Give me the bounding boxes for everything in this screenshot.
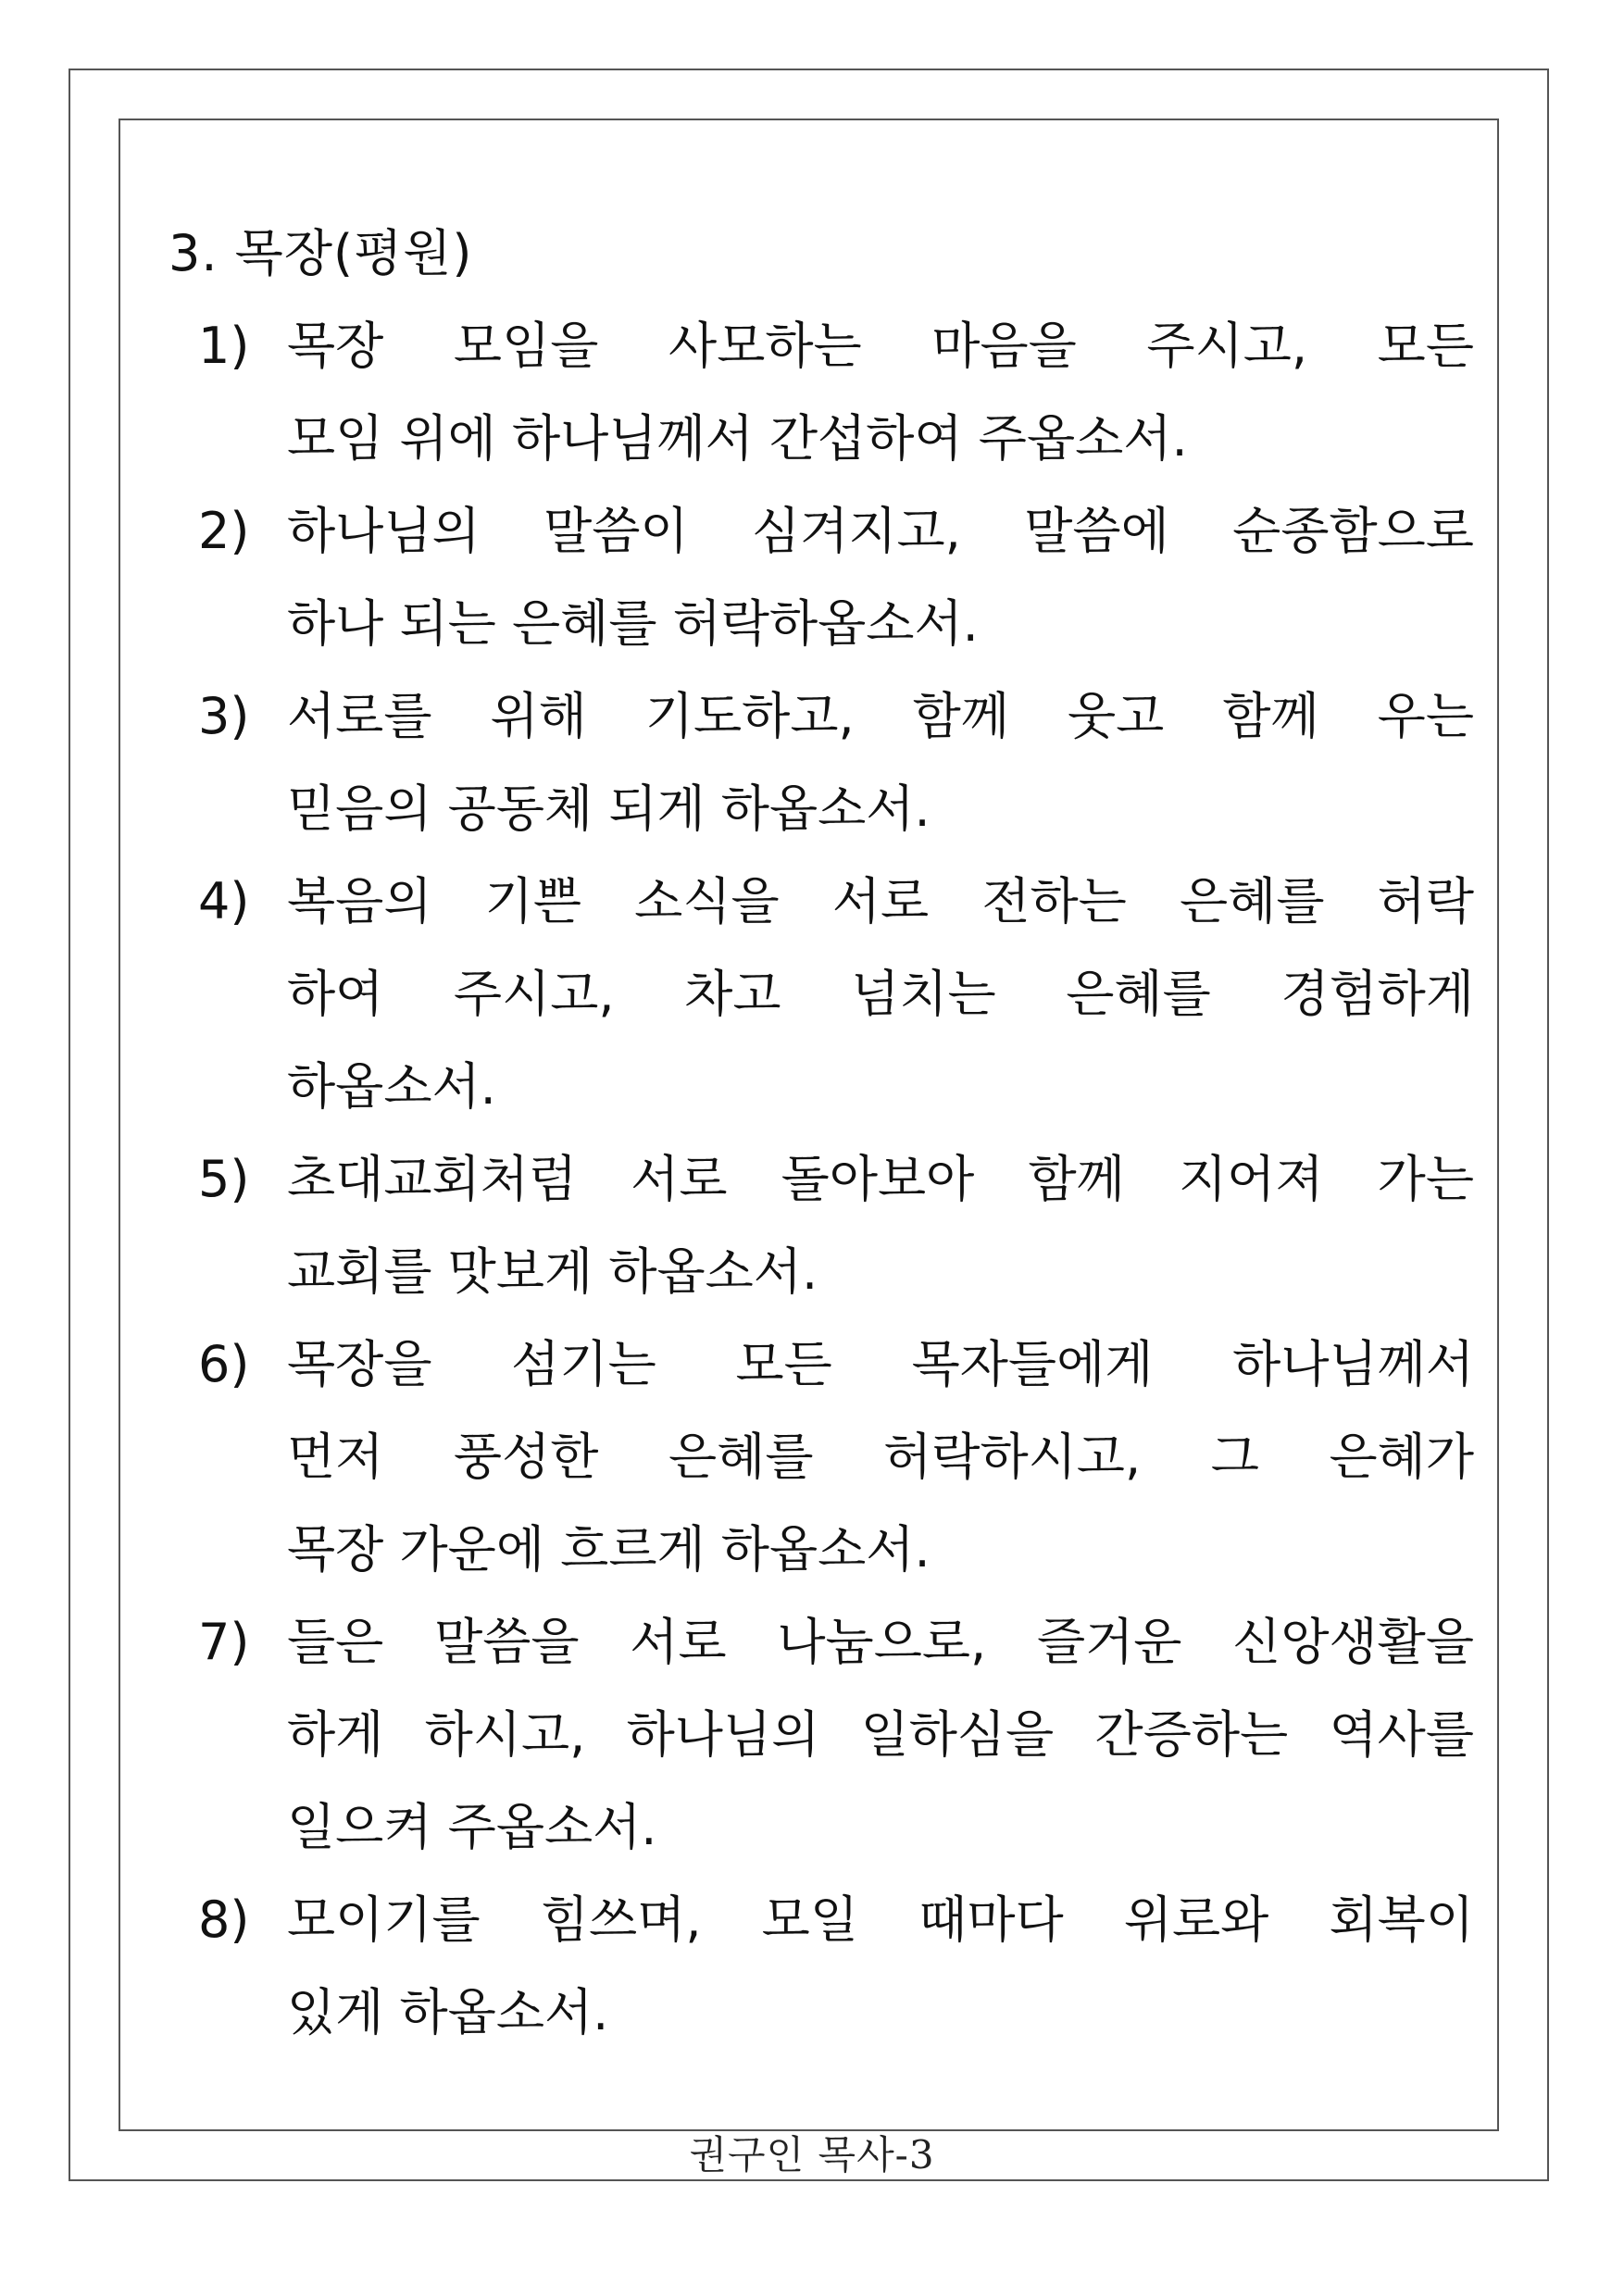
prayer-item-number: 5) <box>198 1150 250 1208</box>
prayer-item-number: 2) <box>198 502 250 560</box>
prayer-item <box>198 485 1474 670</box>
prayer-item-text <box>287 485 1474 670</box>
prayer-item-line: 일으켜 주옵소서. <box>287 1798 657 1856</box>
prayer-items-list <box>169 300 1474 2059</box>
section-title: 3. 목장(평원) <box>169 224 473 282</box>
prayer-item <box>198 855 1474 1133</box>
prayer-item <box>198 1318 1474 1596</box>
prayer-item-text <box>287 1596 1474 1874</box>
prayer-item <box>198 300 1474 485</box>
prayer-item <box>198 1596 1474 1874</box>
prayer-item-text <box>287 1318 1474 1596</box>
prayer-item-line: 있게 하옵소서. <box>287 1983 609 2041</box>
prayer-item-line: 하나님의 말씀이 심겨지고, 말씀에 순종함으로 <box>287 502 1474 560</box>
prayer-item-line: 하나 되는 은혜를 허락하옵소서. <box>287 594 979 653</box>
prayer-item-line: 초대교회처럼 서로 돌아보아 함께 지어져 가는 <box>287 1150 1474 1208</box>
prayer-item-line: 서로를 위해 기도하고, 함께 웃고 함께 우는 <box>287 687 1474 745</box>
prayer-item-line: 하게 하시고, 하나님의 일하심을 간증하는 역사를 <box>287 1705 1474 1764</box>
prayer-item-line: 모이기를 힘쓰며, 모일 때마다 위로와 회복이 <box>287 1890 1474 1949</box>
prayer-item-line: 목장 모임을 사모하는 마음을 주시고, 모든 <box>287 317 1474 375</box>
prayer-item-line: 모임 위에 하나님께서 간섭하여 주옵소서. <box>287 409 1188 468</box>
prayer-item-number: 8) <box>198 1890 250 1949</box>
prayer-item-line: 복음의 기쁜 소식을 서로 전하는 은혜를 허락 <box>287 872 1474 930</box>
prayer-item-text <box>287 300 1474 485</box>
prayer-item-line: 목장 가운에 흐르게 하옵소서. <box>287 1520 931 1578</box>
prayer-item <box>198 1874 1474 2059</box>
prayer-item-number: 6) <box>198 1335 250 1393</box>
prayer-item <box>198 1133 1474 1318</box>
prayer-item-line: 들은 말씀을 서로 나눔으로, 즐거운 신앙생활을 <box>287 1613 1474 1671</box>
prayer-item-line: 믿음의 공동체 되게 하옵소서. <box>287 780 931 838</box>
prayer-content <box>169 207 1474 2059</box>
prayer-item-line: 하옵소서. <box>287 1057 496 1116</box>
prayer-item-number: 4) <box>198 872 250 930</box>
page-footer: 권구인 목사-3 <box>689 2132 935 2177</box>
prayer-item-line: 하여 주시고, 차고 넘치는 은혜를 경험하게 <box>287 965 1474 1023</box>
prayer-item-line: 교회를 맛보게 하옵소서. <box>287 1242 818 1301</box>
prayer-item-number: 1) <box>198 317 250 375</box>
prayer-item-line: 먼저 풍성한 은혜를 허락하시고, 그 은혜가 <box>287 1428 1474 1486</box>
prayer-item <box>198 670 1474 855</box>
prayer-item-text <box>287 1133 1474 1318</box>
prayer-item-text <box>287 1874 1474 2059</box>
prayer-item-number: 7) <box>198 1613 250 1671</box>
prayer-item-number: 3) <box>198 687 250 745</box>
prayer-item-text <box>287 670 1474 855</box>
prayer-item-line: 목장을 섬기는 모든 목자들에게 하나님께서 <box>287 1335 1474 1393</box>
prayer-item-text <box>287 855 1474 1133</box>
